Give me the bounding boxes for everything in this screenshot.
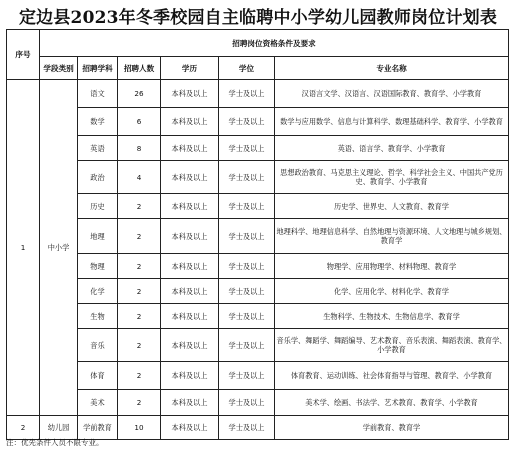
- count-cell: 2: [118, 219, 161, 254]
- major-cell: 地理科学、地理信息科学、自然地理与资源环境、人文地理与城乡规划、教育学: [275, 219, 509, 254]
- education-cell: 本科及以上: [161, 416, 219, 440]
- major-cell: 英语、语言学、教育学、小学教育: [275, 136, 509, 161]
- seq-cell: 2: [7, 416, 40, 440]
- count-cell: 2: [118, 362, 161, 390]
- education-cell: 本科及以上: [161, 254, 219, 279]
- degree-cell: 学士及以上: [219, 362, 275, 390]
- table-row: [7, 136, 509, 161]
- major-cell: 思想政治教育、马克思主义理论、哲学、科学社会主义、中国共产党历史、教育学、小学教育: [275, 161, 509, 194]
- count-cell: 10: [118, 416, 161, 440]
- header-degree: 学位: [219, 57, 275, 80]
- education-cell: 本科及以上: [161, 279, 219, 304]
- degree-cell: 学士及以上: [219, 136, 275, 161]
- header-education: 学历: [161, 57, 219, 80]
- table-row: [7, 279, 509, 304]
- count-cell: 26: [118, 80, 161, 108]
- major-cell: 汉语言文学、汉语言、汉语国际教育、教育学、小学教育: [275, 80, 509, 108]
- subject-cell: 地理: [78, 219, 118, 254]
- major-cell: 学前教育、教育学: [275, 416, 509, 440]
- recruitment-plan-table: [6, 29, 509, 440]
- subject-cell: 学前教育: [78, 416, 118, 440]
- degree-cell: 学士及以上: [219, 108, 275, 136]
- table-row: [7, 194, 509, 219]
- count-cell: 2: [118, 329, 161, 362]
- major-cell: 美术学、绘画、书法学、艺术教育、教育学、小学教育: [275, 390, 509, 416]
- subject-cell: 美术: [78, 390, 118, 416]
- education-cell: 本科及以上: [161, 304, 219, 329]
- education-cell: 本科及以上: [161, 108, 219, 136]
- header-stage: 学段类别: [40, 57, 78, 80]
- degree-cell: 学士及以上: [219, 194, 275, 219]
- degree-cell: 学士及以上: [219, 279, 275, 304]
- table-row: [7, 161, 509, 194]
- subject-cell: 物理: [78, 254, 118, 279]
- subject-cell: 生物: [78, 304, 118, 329]
- stage-cell: 幼儿园: [40, 416, 78, 440]
- header-seq: 序号: [7, 30, 40, 80]
- table-row: [7, 390, 509, 416]
- table-row: [7, 362, 509, 390]
- header-major: 专业名称: [275, 57, 509, 80]
- degree-cell: 学士及以上: [219, 254, 275, 279]
- major-cell: 数学与应用数学、信息与计算科学、数理基础科学、教育学、小学教育: [275, 108, 509, 136]
- table-row: [7, 254, 509, 279]
- degree-cell: 学士及以上: [219, 304, 275, 329]
- header-count: 招聘人数: [118, 57, 161, 80]
- education-cell: 本科及以上: [161, 136, 219, 161]
- major-cell: 物理学、应用物理学、材料物理、教育学: [275, 254, 509, 279]
- major-cell: 音乐学、舞蹈学、舞蹈编导、艺术教育、音乐表演、舞蹈表演、教育学、小学教育: [275, 329, 509, 362]
- subject-cell: 化学: [78, 279, 118, 304]
- subject-cell: 历史: [78, 194, 118, 219]
- table-row: [7, 108, 509, 136]
- table-row: [7, 416, 509, 440]
- degree-cell: 学士及以上: [219, 219, 275, 254]
- count-cell: 2: [118, 254, 161, 279]
- degree-cell: 学士及以上: [219, 329, 275, 362]
- page-title: 定边县2023年冬季校园自主临聘中小学幼儿园教师岗位计划表: [18, 8, 498, 28]
- count-cell: 2: [118, 194, 161, 219]
- header-group: 招聘岗位资格条件及要求: [40, 30, 509, 57]
- major-cell: 体育教育、运动训练、社会体育指导与管理、教育学、小学教育: [275, 362, 509, 390]
- table-row: [7, 329, 509, 362]
- degree-cell: 学士及以上: [219, 390, 275, 416]
- subject-cell: 语文: [78, 80, 118, 108]
- table-row: [7, 80, 509, 108]
- subject-cell: 音乐: [78, 329, 118, 362]
- footnote: 注：优先条件人员不限专业。: [6, 438, 104, 447]
- count-cell: 6: [118, 108, 161, 136]
- major-cell: 化学、应用化学、材料化学、教育学: [275, 279, 509, 304]
- group-stage: 中小学: [40, 80, 78, 416]
- major-cell: 生物科学、生物技术、生物信息学、教育学: [275, 304, 509, 329]
- degree-cell: 学士及以上: [219, 416, 275, 440]
- subject-cell: 英语: [78, 136, 118, 161]
- table-row: [7, 219, 509, 254]
- subject-cell: 体育: [78, 362, 118, 390]
- count-cell: 2: [118, 390, 161, 416]
- group-seq: 1: [7, 80, 40, 416]
- degree-cell: 学士及以上: [219, 80, 275, 108]
- education-cell: 本科及以上: [161, 80, 219, 108]
- table-row: [7, 304, 509, 329]
- education-cell: 本科及以上: [161, 219, 219, 254]
- degree-cell: 学士及以上: [219, 161, 275, 194]
- subject-cell: 政治: [78, 161, 118, 194]
- education-cell: 本科及以上: [161, 329, 219, 362]
- count-cell: 2: [118, 279, 161, 304]
- education-cell: 本科及以上: [161, 161, 219, 194]
- subject-cell: 数学: [78, 108, 118, 136]
- education-cell: 本科及以上: [161, 362, 219, 390]
- major-cell: 历史学、世界史、人文教育、教育学: [275, 194, 509, 219]
- count-cell: 8: [118, 136, 161, 161]
- education-cell: 本科及以上: [161, 194, 219, 219]
- education-cell: 本科及以上: [161, 390, 219, 416]
- count-cell: 2: [118, 304, 161, 329]
- header-subject: 招聘学科: [78, 57, 118, 80]
- count-cell: 4: [118, 161, 161, 194]
